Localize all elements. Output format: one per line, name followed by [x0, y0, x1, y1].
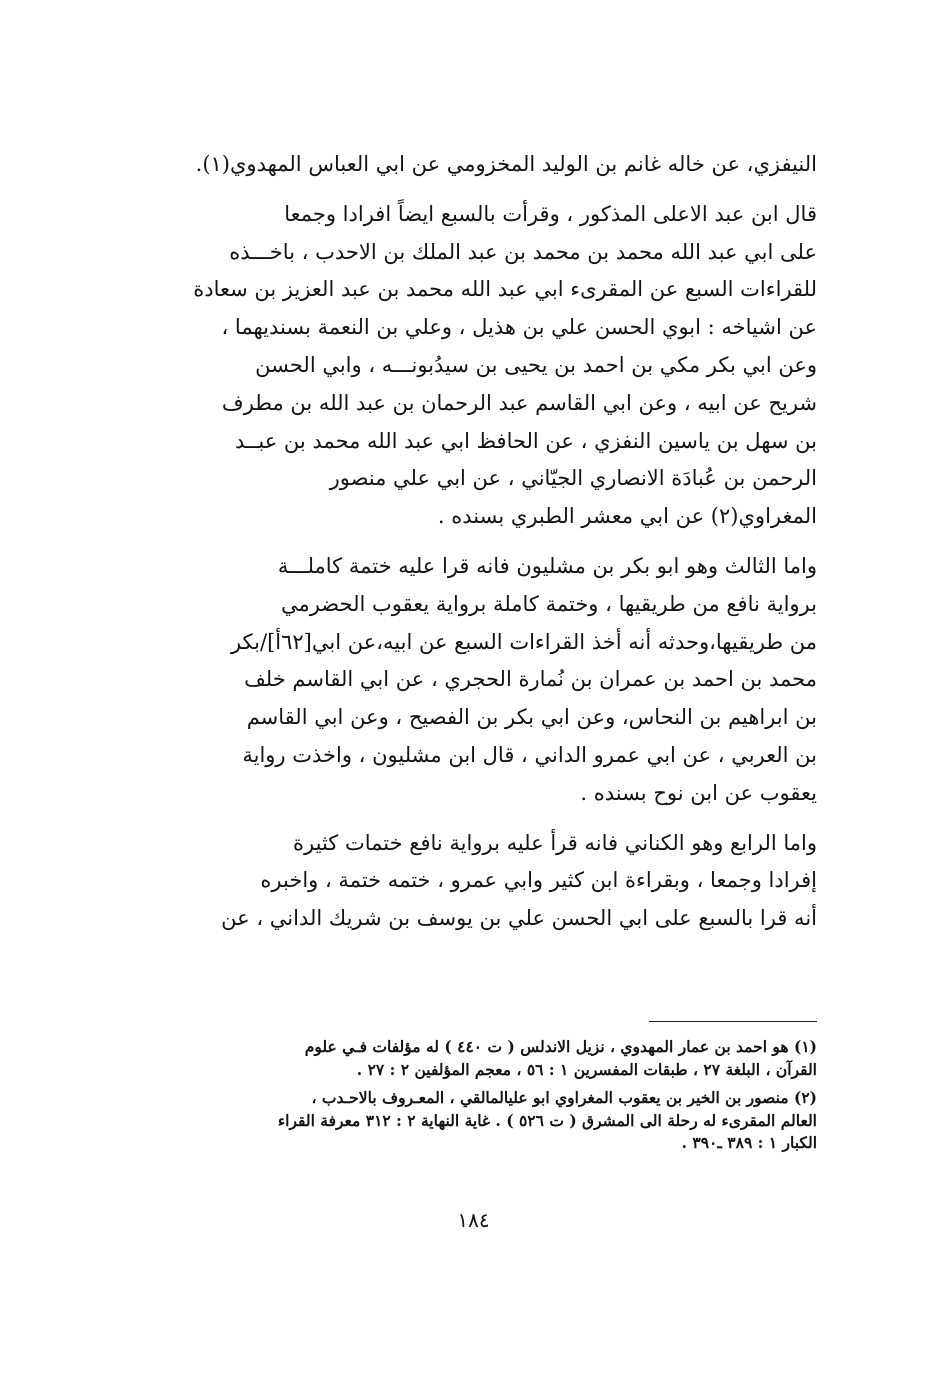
- text-line: واما الثالث وهو ابو بكر بن مشليون فانه قرا عليه ختمة كاملـــة: [277, 553, 817, 578]
- text-line: من طريقيها،وحدثه أنه أخذ القراءات السبع عن ابيه،عن ابي[٦٢أ]/بكر: [230, 629, 817, 654]
- text-line: برواية نافع من طريقيها ، وختمة كاملة برواية يعقوب الحضرمي: [280, 591, 817, 616]
- text-line: على ابي عبد الله محمد بن محمد بن عبد الملك بن الاحدب ، باخـــذه: [229, 239, 817, 264]
- paragraph: [145, 548, 817, 813]
- page-number: ١٨٤: [457, 1208, 490, 1232]
- text-line: عن اشياخه : ابوي الحسن علي بن هذيل ، وعلي بن النعمة بسنديهما ،: [221, 315, 817, 340]
- text-line: الرحمن بن عُبادَة الانصاري الجيّاني ، عن ابي علي منصور: [329, 466, 817, 491]
- footnote-line: الكبار ١ : ٣٨٩ ـ٣٩٠ .: [681, 1133, 817, 1152]
- footnote-line: العالم المقرىء له رحلة الى المشرق ( ت ٥٢٦ ) . غاية النهاية ٢ : ٣١٢ معرفة القراء: [277, 1110, 817, 1130]
- text-line: للقراءات السبع عن المقرىء ابي عبد الله محمد بن عبد العزيز بن سعادة: [193, 277, 817, 302]
- text-line: أنه قرا بالسبع على ابي الحسن علي بن يوسف بن شريك الداني ، عن: [221, 906, 817, 931]
- paragraph: [145, 825, 817, 938]
- text-line: بن ابراهيم بن النحاس، وعن ابي بكر بن الفصيح ، وعن ابي القاسم: [246, 705, 817, 730]
- text-line: إفرادا وجمعا ، وبقراءة ابن كثير وابي عمرو ، ختمه ختمة ، واخبره: [260, 868, 817, 893]
- footnotes: [145, 1036, 817, 1155]
- footnote: [145, 1036, 817, 1081]
- paragraph: [145, 146, 817, 184]
- text-line: واما الرابع وهو الكناني فانه قرأ عليه برواية نافع ختمات كثيرة: [293, 830, 817, 855]
- text-line: قال ابن عبد الاعلى المذكور ، وقرأت بالسبع ايضاً افرادا وجمعا: [284, 201, 817, 226]
- footnote-divider: [649, 1021, 817, 1022]
- footnote-line: القرآن ، البلغة ٢٧ ، طبقات المفسرين ١ : ٥٦ ، معجم المؤلفين ٢ : ٢٧ .: [356, 1059, 817, 1079]
- paragraph: [145, 196, 817, 536]
- text-line: وعن ابي بكر مكي بن احمد بن يحيى بن سيدُبونـــه ، وابي الحسن: [255, 352, 817, 377]
- footnote-line: (١) هو احمد بن عمار المهدوي ، نزيل الاندلس ( ت ٤٤٠ ) له مؤلفات فـي علوم: [304, 1037, 817, 1056]
- main-text: [145, 140, 817, 938]
- text-line: المغراوي(٢) عن ابي معشر الطبري بسنده .: [437, 504, 817, 529]
- text-line: محمد بن احمد بن عمران بن نُمارة الحجري ، عن ابي القاسم خلف: [244, 667, 817, 692]
- footnote: [145, 1087, 817, 1155]
- text-line: بن العربي ، عن ابي عمرو الداني ، قال ابن مشليون ، واخذت رواية: [242, 742, 817, 767]
- text-line: يعقوب عن ابن نوح بسنده .: [580, 780, 817, 805]
- text-line: بن سهل بن ياسين النفزي ، عن الحافظ ابي عبد الله محمد بن عبــد: [235, 428, 817, 453]
- text-line: شريح عن ابيه ، وعن ابي القاسم عبد الرحمان بن عبد الله بن مطرف: [221, 390, 817, 415]
- footnote-line: (٢) منصور بن الخير بن يعقوب المغراوي ابو عليالمالقي ، المعـروف بالاحـدب ،: [311, 1088, 817, 1107]
- text-line: النيفزي، عن خاله غانم بن الوليد المخزومي عن ابي العباس المهدوي(١).: [195, 152, 817, 176]
